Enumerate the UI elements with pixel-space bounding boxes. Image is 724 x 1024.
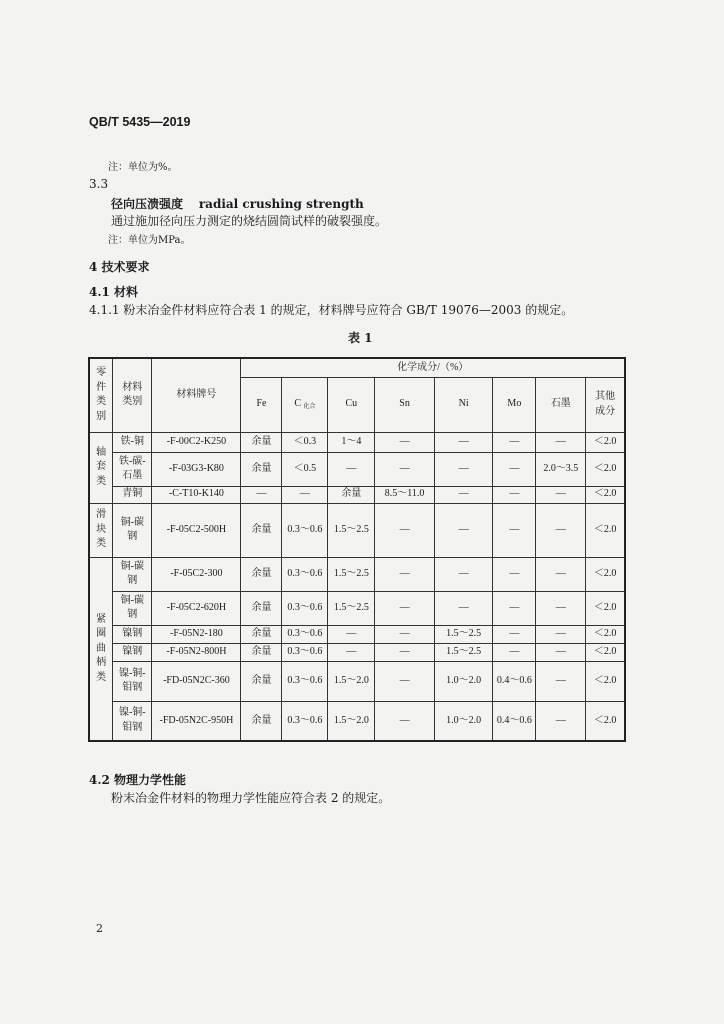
cell-value: — — [536, 625, 586, 643]
cell-value: ＜2.0 — [586, 661, 625, 701]
cell-value: 余量 — [241, 557, 282, 591]
cell-value: 1～4 — [328, 432, 375, 452]
group-slider: 滑 块 类 — [89, 503, 113, 557]
cell-value: — — [241, 486, 282, 503]
header-material-category: 材料 类别 — [113, 358, 152, 432]
group-clamp-crank: 紧 圈 曲 柄 类 — [89, 557, 113, 741]
cell-value: — — [536, 701, 586, 741]
cell-value: — — [493, 486, 536, 503]
cell-value: — — [328, 452, 375, 486]
cell-value: — — [493, 591, 536, 625]
section-4-2-text: 粉末冶金件材料的物理力学性能应符合表 2 的规定。 — [111, 791, 391, 805]
cell-grade: -F-05C2-620H — [152, 591, 241, 625]
cell-value: 1.5～2.5 — [328, 503, 375, 557]
section-4-1-1-text: 4.1.1 粉末冶金件材料应符合表 1 的规定，材料牌号应符合 GB/T 19076—2003 的规定。 — [89, 303, 574, 317]
table-row — [89, 486, 625, 503]
cell-value: — — [375, 557, 435, 591]
section-4-1-heading: 4.1 材料 — [89, 285, 139, 299]
cell-value: 0.3～0.6 — [282, 701, 328, 741]
cell-value: 余量 — [241, 661, 282, 701]
cell-value: 8.5～11.0 — [375, 486, 435, 503]
cell-value: 余量 — [241, 591, 282, 625]
cell-value: — — [536, 643, 586, 661]
cell-value: — — [375, 643, 435, 661]
material-table — [88, 357, 626, 742]
cell-value: — — [536, 503, 586, 557]
cell-grade: -F-05N2-180 — [152, 625, 241, 643]
cell-value: — — [493, 452, 536, 486]
cell-value: — — [282, 486, 328, 503]
cell-value: — — [375, 432, 435, 452]
table-row — [89, 503, 625, 557]
cell-value: — — [434, 452, 492, 486]
cell-value: ＜2.0 — [586, 557, 625, 591]
cell-value: — — [434, 432, 492, 452]
header-col-cu: Cu — [328, 377, 375, 432]
cell-value: 0.3～0.6 — [282, 503, 328, 557]
cell-value: 1.5～2.5 — [434, 643, 492, 661]
cell-value: 0.3～0.6 — [282, 625, 328, 643]
header-col-c: C $_{化合}$ — [282, 377, 328, 432]
section-4-2-heading: 4.2 物理力学性能 — [89, 773, 187, 787]
cell-value: 1.0～2.0 — [434, 701, 492, 741]
cell-value: ＜0.5 — [282, 452, 328, 486]
cell-value: 0.4～0.6 — [493, 661, 536, 701]
standard-number: QB/T 5435—2019 — [89, 115, 191, 129]
header-chem-composition: 化学成分/（%） — [241, 358, 625, 377]
cell-grade: -FD-05N2C-360 — [152, 661, 241, 701]
cell-value: 余量 — [241, 701, 282, 741]
cell-value: — — [375, 503, 435, 557]
cell-value: ＜2.0 — [586, 625, 625, 643]
cell-value: 1.5～2.5 — [328, 591, 375, 625]
cell-value: — — [434, 486, 492, 503]
cell-category: 铜-碳 钢 — [113, 503, 152, 557]
cell-value: — — [375, 625, 435, 643]
table-row — [89, 661, 625, 701]
cell-value: 余量 — [241, 452, 282, 486]
cell-value: 余量 — [328, 486, 375, 503]
table-row — [89, 452, 625, 486]
cell-value: ＜2.0 — [586, 432, 625, 452]
cell-grade: -F-05C2-300 — [152, 557, 241, 591]
cell-value: — — [536, 591, 586, 625]
cell-value: 余量 — [241, 503, 282, 557]
cell-value: 0.4～0.6 — [493, 701, 536, 741]
table-row — [89, 643, 625, 661]
cell-category: 镍-铜- 钼钢 — [113, 701, 152, 741]
header-col-ni: Ni — [434, 377, 492, 432]
header-part-category: 零 件 类 别 — [89, 358, 113, 432]
cell-value: — — [493, 557, 536, 591]
cell-category: 铁-铜 — [113, 432, 152, 452]
cell-value: 1.5～2.0 — [328, 661, 375, 701]
note-unit-percent: 注：单位为%。 — [108, 162, 178, 173]
cell-value: ＜2.0 — [586, 452, 625, 486]
cell-value: — — [375, 661, 435, 701]
cell-value: 0.3～0.6 — [282, 661, 328, 701]
cell-value: 余量 — [241, 625, 282, 643]
cell-value: 0.3～0.6 — [282, 557, 328, 591]
section-3-3-title — [111, 195, 364, 212]
table-row — [89, 701, 625, 741]
cell-category: 镍-铜- 钼钢 — [113, 661, 152, 701]
table-title: 表 1 — [348, 331, 373, 345]
cell-value: ＜2.0 — [586, 486, 625, 503]
term-cn: 径向压溃强度 — [111, 197, 184, 211]
cell-value: 余量 — [241, 643, 282, 661]
table-row — [89, 432, 625, 452]
cell-grade: -F-00C2-K250 — [152, 432, 241, 452]
cell-value: — — [434, 557, 492, 591]
page-number: 2 — [96, 922, 103, 935]
cell-category: 镍钢 — [113, 643, 152, 661]
term-definition: 通过施加径向压力测定的烧结圆筒试样的破裂强度。 — [111, 214, 388, 228]
header-col-graphite: 石墨 — [536, 377, 586, 432]
cell-value: — — [434, 503, 492, 557]
section-3-3-number: 3.3 — [89, 177, 109, 191]
header-col-fe: Fe — [241, 377, 282, 432]
group-bushing: 轴 套 类 — [89, 432, 113, 503]
cell-value: — — [328, 625, 375, 643]
cell-grade: -F-05C2-500H — [152, 503, 241, 557]
table-row — [89, 625, 625, 643]
cell-value: — — [375, 452, 435, 486]
note-unit-mpa: 注：单位为MPa。 — [108, 235, 191, 246]
cell-value: 1.5～2.5 — [434, 625, 492, 643]
table-row — [89, 557, 625, 591]
cell-grade: -C-T10-K140 — [152, 486, 241, 503]
cell-grade: -FD-05N2C-950H — [152, 701, 241, 741]
cell-value: 0.3～0.6 — [282, 643, 328, 661]
header-material-grade: 材料牌号 — [152, 358, 241, 432]
cell-value: — — [536, 486, 586, 503]
cell-category: 铜-碳 钢 — [113, 591, 152, 625]
cell-category: 青铜 — [113, 486, 152, 503]
cell-value: 2.0～3.5 — [536, 452, 586, 486]
cell-value: 余量 — [241, 432, 282, 452]
cell-grade: -F-05N2-800H — [152, 643, 241, 661]
cell-value: — — [493, 643, 536, 661]
cell-value: ＜0.3 — [282, 432, 328, 452]
cell-category: 镍钢 — [113, 625, 152, 643]
cell-value: ＜2.0 — [586, 643, 625, 661]
cell-value: — — [375, 591, 435, 625]
cell-value: — — [328, 643, 375, 661]
cell-value: — — [493, 503, 536, 557]
cell-category: 铁-碳- 石墨 — [113, 452, 152, 486]
cell-value: — — [375, 701, 435, 741]
cell-value: — — [536, 557, 586, 591]
cell-value: ＜2.0 — [586, 701, 625, 741]
cell-grade: -F-03G3-K80 — [152, 452, 241, 486]
cell-value: — — [493, 625, 536, 643]
section-4-heading: 4 技术要求 — [89, 260, 150, 274]
cell-value: — — [493, 432, 536, 452]
header-col-sn: Sn — [375, 377, 435, 432]
term-en: radial crushing strength — [198, 197, 364, 211]
cell-category: 铜-碳 钢 — [113, 557, 152, 591]
cell-value: — — [434, 591, 492, 625]
cell-value: — — [536, 432, 586, 452]
cell-value: ＜2.0 — [586, 591, 625, 625]
cell-value: 1.5～2.0 — [328, 701, 375, 741]
table-row — [89, 591, 625, 625]
cell-value: 0.3～0.6 — [282, 591, 328, 625]
cell-value: 1.0～2.0 — [434, 661, 492, 701]
cell-value: — — [536, 661, 586, 701]
cell-value: 1.5～2.5 — [328, 557, 375, 591]
header-col-mo: Mo — [493, 377, 536, 432]
cell-value: ＜2.0 — [586, 503, 625, 557]
header-col-other: 其他 成分 — [586, 377, 625, 432]
